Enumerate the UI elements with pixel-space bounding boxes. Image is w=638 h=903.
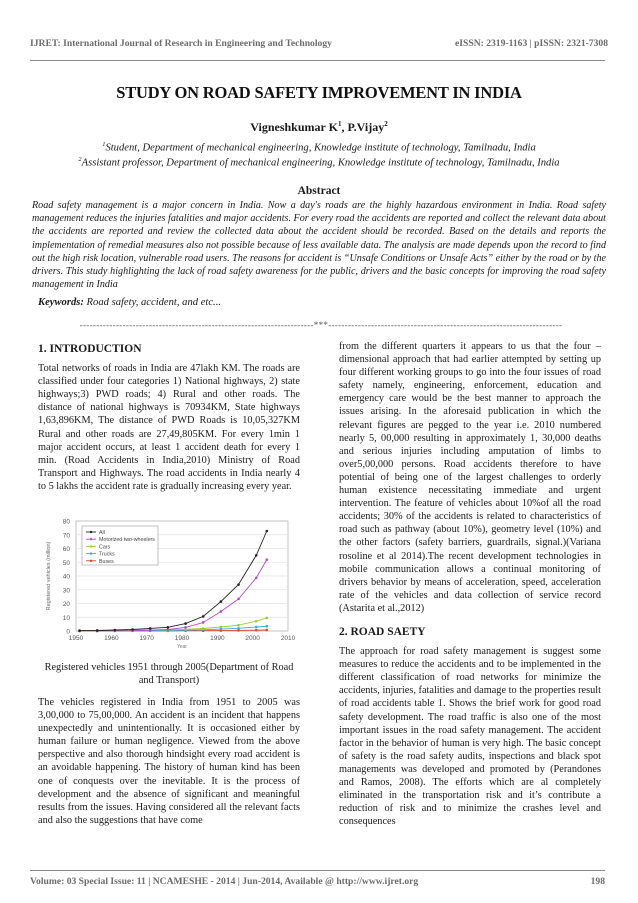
- y-tick-label: 20: [62, 601, 70, 608]
- author-name: P.Vijay: [347, 120, 385, 134]
- y-tick-label: 70: [62, 532, 70, 540]
- data-point: [149, 627, 152, 630]
- y-tick-label: 80: [62, 518, 70, 526]
- y-tick-label: 10: [62, 614, 70, 622]
- affiliation: [0, 156, 638, 169]
- x-tick-label: 1980: [174, 635, 190, 642]
- data-point: [255, 626, 258, 629]
- legend-label: Cars: [99, 544, 111, 551]
- abstract-heading: Abstract: [297, 185, 341, 197]
- affiliation-text: Student, Department of mechanical engineering, Knowledge institute of technology, Tamilnadu, India: [105, 142, 536, 154]
- legend-marker: [90, 538, 92, 540]
- registered-vehicles-chart: [38, 513, 300, 649]
- right-column: [339, 340, 601, 828]
- intro-column: [38, 343, 300, 493]
- x-axis-label: Year: [176, 644, 188, 649]
- author-sup: 2: [384, 120, 388, 128]
- legend-label: Buses: [99, 558, 114, 565]
- paragraph: from the different quarters it appears to us that the four – dimensional approach that had earlier attempted by setting up four different working groups to go into the four issues of road safety namely, engineering, enforcement, education and emergency care would be the best manner to approach the issues arising. In the aforesaid publication in which the relevant figures are pegged to the year i.e. 2010 numbered nearly 5, 00,000 resulting in approximately 1, 30,000 deaths and serious injuries including amputation of limbs to over5,00,000 persons. Road accidents therefore to have potential of being one of the largest challenges to orderly human existence necessitating immediate and urgent intervention. The feature of vehicles about 10%of all the road accidents; 30% of the accidents is related to characteristics of road such as pathway (about 10%), geometry level (10%) and the other factors (safety barriers, guardrails, signal.)(Variana rosoline et al 2014).The recent development technologies in mobile communication allows a continual monitoring of drivers behavior by means of acceleration, speed, acceleration rate of the vehicles and data collection of service record (Astarita et al.,2012): [339, 341, 601, 614]
- journal-name: IJRET: International Journal of Research in Engineering and Technology: [30, 38, 332, 49]
- data-point: [167, 626, 170, 629]
- y-axis-label: Registered vehicles (million): [46, 541, 52, 611]
- data-point: [184, 622, 187, 625]
- affiliation-text: Assistant professor, Department of mechanical engineering, Knowledge institute of technology, Tamilnadu, India: [81, 157, 560, 169]
- data-point: [237, 627, 240, 630]
- legend-marker: [90, 545, 92, 547]
- legend-marker: [90, 531, 92, 533]
- data-point: [255, 577, 258, 580]
- issn: eISSN: 2319-1163 | pISSN: 2321-7308: [455, 38, 608, 49]
- legend-label: Motorized two-wheelers: [99, 537, 155, 544]
- section-heading: 1. INTRODUCTION: [38, 343, 142, 355]
- running-footer: [30, 876, 605, 887]
- data-point: [220, 600, 223, 603]
- data-point: [266, 629, 269, 632]
- data-point: [202, 615, 205, 618]
- author-sup: 1: [337, 120, 342, 128]
- footer-volume: Volume: 03 Special Issue: 11 | NCAMESHE - 2014 | Jun-2014, Available @ http://www.ijret.org: [30, 876, 419, 887]
- affiliation: [0, 141, 638, 154]
- data-point: [131, 628, 134, 631]
- data-point: [220, 626, 223, 629]
- data-point: [266, 617, 269, 620]
- authors: [0, 120, 638, 135]
- data-point: [266, 530, 269, 533]
- data-point: [202, 621, 205, 624]
- legend-label: All: [99, 530, 105, 536]
- affiliation-sup: 1: [102, 141, 106, 148]
- abstract-text: Road safety management is a major concern in India. Now a day's roads are the highly hazardous environment in India. Road safety management reduces the injuries fatalities and major accidents. For every road the accidents are reported and collect the relevant data about the accidents are reported and review the collected data about the accident should be recorded. Based on the details and reports the implementation of remedial measures also not possible because of less available data. The analysis are made depends upon the record to find out the high risk location, vulnerable road users. The reasons for accident is “Unsafe Conditions or Unsafe Acts” either by the road or by the drivers. This study highlighting the lack of road safety awareness for the public, drivers and the basic concepts for improving the road safety management in India: [32, 200, 606, 291]
- y-tick-label: 40: [62, 573, 70, 581]
- data-point: [237, 624, 240, 627]
- legend-label: Trucks: [99, 551, 115, 558]
- paragraph: The vehicles registered in India from 1951 to 2005 was 3,00,000 to 75,00,000. An accident is an incident that happens unexpectedly and unintentionally. It is occasioned either by human failure or human negligence. Viewed from the above perspective and also thorough hindsight every road accident is an avoidable happening. The history of human kind has been one of conquests over the inevitable. It is the process of development and the absence of significant and meaningful results from the issues. Having considered all the relevant facts and also the suggestions that have come: [38, 697, 300, 826]
- data-point: [266, 625, 269, 628]
- x-tick-label: 1970: [139, 635, 154, 642]
- paragraph: Total networks of roads in India are 47lakh KM. The roads are classified under four categories 1) National highways, 2) state highways;3) PWD roads; 4) Rural and other roads. The distance of national highways is 70934KM, State highways 1,63,896KM, The distance of PWD Roads is 10,05,327KM Rural and other roads are 27,49,805KM. For every 1min 1 major accident occurs, at least 1 accident death for every 1 min. (Road Accidents in India,2010) Ministry of Road Transport and Highways. The road accidents in India nearly 4 to 5 lakhs the accident rate is gradually increasing every year.: [38, 363, 300, 492]
- keywords-text: Road safety, accident, and etc...: [83, 297, 221, 308]
- data-point: [220, 610, 223, 613]
- header-rule: [30, 60, 605, 61]
- legend-marker: [90, 552, 92, 554]
- data-point: [266, 558, 269, 561]
- footer-rule: [30, 870, 605, 871]
- data-point: [255, 620, 258, 623]
- chart-svg: [38, 513, 300, 649]
- legend-marker: [90, 560, 92, 562]
- section-divider: -----------------------------------------------------------------------***-----------------------------------------------------------------------: [79, 320, 563, 330]
- data-point: [96, 629, 99, 632]
- paragraph: The approach for road safety management is suggest some measures to reduce the accidents and to be implemented in the different classification of road networks for minimize the accidents, injuries, fatalities and damage to the properties result of road accidents table 1. Shows the brief work for good road safety development. The road traffic is also one of the most important issues in the road safety management. The accident factor in the behavior of human is very high. The basic concept of safety is the road safety audits, inspections and black spot managements was developed and promoted by (Perandones and Ramos, 2008). The efforts which are al completely eliminated in the transportation risk and it’s contribute a reduction of risk and to minimize the crashes level and consequences: [339, 646, 601, 828]
- x-tick-label: 1990: [210, 635, 225, 642]
- data-point: [184, 626, 187, 629]
- y-tick-label: 60: [62, 546, 70, 553]
- running-header: [30, 38, 608, 49]
- y-tick-label: 50: [62, 559, 70, 567]
- intro-column-continued: [38, 696, 300, 827]
- figure-caption: Registered vehicles 1951 through 2005(Department of Road and Transport): [44, 662, 294, 686]
- keywords-label: Keywords:: [38, 297, 84, 308]
- author-sep: ,: [341, 120, 348, 134]
- data-point: [114, 629, 117, 632]
- y-tick-label: 0: [66, 628, 70, 636]
- x-tick-label: 2010: [280, 635, 296, 642]
- x-tick-label: 2000: [245, 635, 260, 642]
- affiliation-sup: 2: [78, 156, 82, 163]
- page-number: 198: [590, 876, 605, 887]
- data-point: [255, 554, 258, 557]
- data-point: [237, 583, 240, 586]
- x-tick-label: 1950: [68, 635, 84, 642]
- data-point: [255, 629, 258, 632]
- data-point: [78, 629, 81, 632]
- section-heading: 2. ROAD SAETY: [339, 625, 426, 638]
- y-tick-label: 30: [62, 587, 70, 595]
- x-tick-label: 1960: [104, 635, 119, 642]
- data-point: [202, 627, 205, 630]
- author-name: Vigneshkumar K: [250, 120, 338, 134]
- paper-title: STUDY ON ROAD SAFETY IMPROVEMENT IN INDIA: [116, 83, 522, 102]
- keywords: [38, 297, 221, 308]
- data-point: [237, 598, 240, 601]
